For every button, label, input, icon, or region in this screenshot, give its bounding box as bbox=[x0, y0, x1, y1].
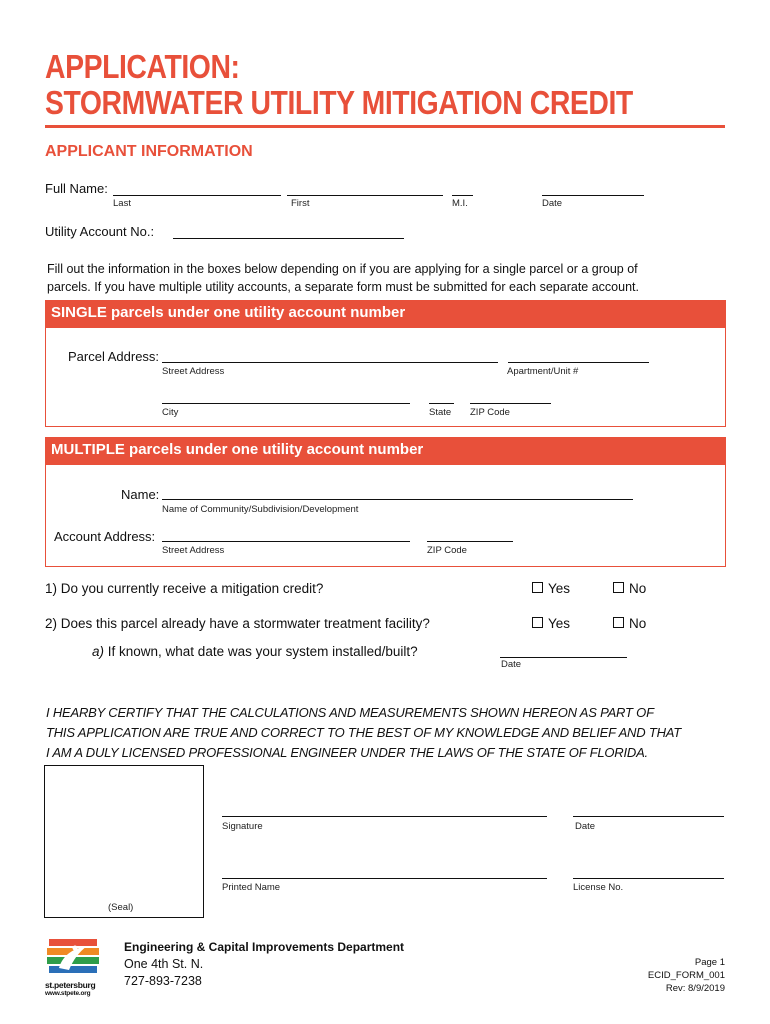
last-name-field[interactable] bbox=[113, 195, 281, 196]
footer-address: One 4th St. N. bbox=[124, 957, 204, 971]
footer-revision: Rev: 8/9/2019 bbox=[665, 983, 725, 994]
license-number-label: License No. bbox=[573, 882, 624, 893]
parcel-street-label: Street Address bbox=[162, 366, 225, 377]
parcel-city-label: City bbox=[162, 407, 179, 418]
signature-field[interactable] bbox=[222, 816, 547, 817]
q2-no-option[interactable] bbox=[613, 616, 646, 631]
account-address-label: Account Address: bbox=[54, 529, 156, 544]
q2-yes-label: Yes bbox=[548, 616, 571, 631]
printed-name-field[interactable] bbox=[222, 878, 547, 879]
mi-label: M.I. bbox=[452, 198, 468, 209]
city-logo-icon bbox=[45, 938, 101, 976]
q1-yes-option[interactable] bbox=[532, 581, 570, 596]
city-logo bbox=[45, 938, 101, 997]
question-2a-prefix: a) bbox=[92, 644, 105, 659]
parcel-address-label: Parcel Address: bbox=[68, 349, 160, 364]
title-line-2: STORMWATER UTILITY MITIGATION CREDIT bbox=[45, 84, 633, 121]
parcel-state-field[interactable] bbox=[429, 403, 454, 404]
logo-url: www.stpete.org bbox=[45, 990, 91, 997]
full-name-label: Full Name: bbox=[45, 181, 108, 196]
community-name-label: Name: bbox=[121, 487, 160, 502]
seal-box bbox=[44, 765, 204, 918]
question-2a bbox=[92, 644, 418, 659]
parcel-zip-label: ZIP Code bbox=[470, 407, 510, 418]
community-name-field[interactable] bbox=[162, 499, 633, 500]
applicant-date-field[interactable] bbox=[542, 195, 644, 196]
last-label: Last bbox=[113, 198, 131, 209]
multiple-parcel-heading: MULTIPLE parcels under one utility account number bbox=[45, 437, 726, 465]
install-date-field[interactable] bbox=[500, 657, 627, 658]
certification-line-3: I AM A DULY LICENSED PROFESSIONAL ENGINEER UNDER THE LAWS OF THE STATE OF FLORIDA. bbox=[46, 745, 648, 760]
q2-no-checkbox[interactable] bbox=[613, 617, 624, 628]
question-1: 1) Do you currently receive a mitigation credit? bbox=[45, 581, 324, 596]
middle-initial-field[interactable] bbox=[452, 195, 473, 196]
footer-page: Page 1 bbox=[694, 957, 725, 968]
license-number-field[interactable] bbox=[573, 878, 724, 879]
parcel-apt-field[interactable] bbox=[508, 362, 649, 363]
instructions-line-2: parcels. If you have multiple utility accounts, a separate form must be submitted for each separate account. bbox=[47, 280, 639, 294]
parcel-apt-label: Apartment/Unit # bbox=[507, 366, 579, 377]
account-number-field[interactable] bbox=[173, 238, 404, 239]
account-label: Utility Account No.: bbox=[45, 224, 155, 239]
printed-name-label: Printed Name bbox=[222, 882, 281, 893]
footer-form-id: ECID_FORM_001 bbox=[647, 970, 725, 981]
q1-no-label: No bbox=[629, 581, 647, 596]
seal-label: (Seal) bbox=[108, 902, 134, 913]
parcel-zip-field[interactable] bbox=[470, 403, 551, 404]
parcel-street-field[interactable] bbox=[162, 362, 498, 363]
q1-no-checkbox[interactable] bbox=[613, 582, 624, 593]
footer-department: Engineering & Capital Improvements Department bbox=[124, 940, 405, 954]
q2-no-label: No bbox=[629, 616, 647, 631]
footer-form-info bbox=[600, 956, 725, 995]
community-name-caption: Name of Community/Subdivision/Development bbox=[162, 504, 359, 515]
title-line-1: APPLICATION: bbox=[45, 48, 240, 85]
account-street-field[interactable] bbox=[162, 541, 410, 542]
account-street-label: Street Address bbox=[162, 545, 225, 556]
signature-label: Signature bbox=[222, 821, 263, 832]
q1-yes-label: Yes bbox=[548, 581, 571, 596]
certification-line-2: THIS APPLICATION ARE TRUE AND CORRECT TO THE BEST OF MY KNOWLEDGE AND BELIEF AND THAT bbox=[46, 725, 682, 740]
single-parcel-heading: SINGLE parcels under one utility account number bbox=[45, 300, 726, 328]
q2-yes-checkbox[interactable] bbox=[532, 617, 543, 628]
parcel-city-field[interactable] bbox=[162, 403, 410, 404]
first-label: First bbox=[291, 198, 310, 209]
applicant-section-title: APPLICANT INFORMATION bbox=[45, 143, 253, 160]
instructions-line-1: Fill out the information in the boxes below depending on if you are applying for a single parcel or a group of bbox=[47, 262, 638, 276]
q1-no-option[interactable] bbox=[613, 581, 646, 596]
question-2a-text: If known, what date was your system installed/built? bbox=[104, 644, 418, 659]
question-2: 2) Does this parcel already have a stormwater treatment facility? bbox=[45, 616, 430, 631]
first-name-field[interactable] bbox=[287, 195, 443, 196]
parcel-state-label: State bbox=[429, 407, 452, 418]
account-zip-field[interactable] bbox=[427, 541, 513, 542]
certification-line-1: I HEARBY CERTIFY THAT THE CALCULATIONS AND MEASUREMENTS SHOWN HEREON AS PART OF bbox=[46, 705, 654, 720]
signature-date-field[interactable] bbox=[573, 816, 724, 817]
certification-statement bbox=[46, 703, 736, 763]
q2-yes-option[interactable] bbox=[532, 616, 570, 631]
logo-text: st.petersburg bbox=[45, 980, 96, 990]
title-rule bbox=[45, 125, 725, 128]
footer-phone: 727-893-7238 bbox=[124, 974, 202, 988]
q1-yes-checkbox[interactable] bbox=[532, 582, 543, 593]
install-date-label: Date bbox=[501, 659, 522, 670]
account-zip-label: ZIP Code bbox=[427, 545, 467, 556]
signature-date-label: Date bbox=[575, 821, 596, 832]
applicant-date-label: Date bbox=[542, 198, 563, 209]
